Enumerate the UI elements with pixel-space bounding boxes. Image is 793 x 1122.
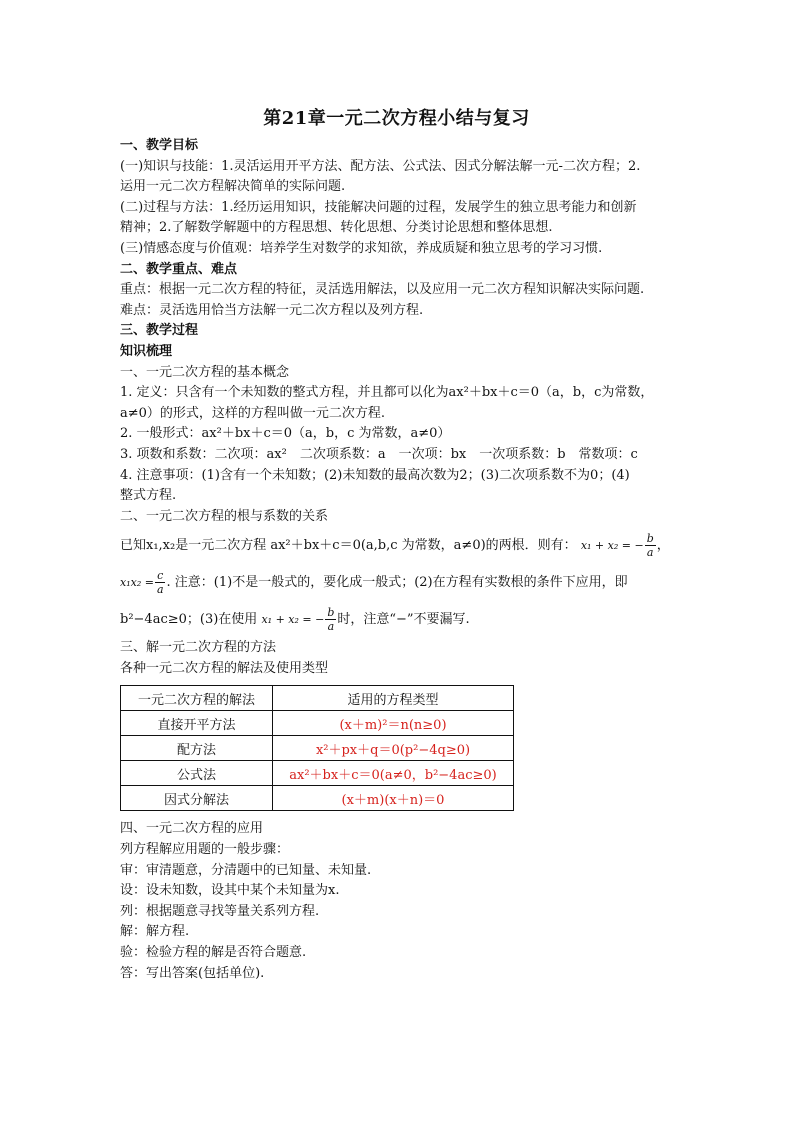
topic-heading-methods: 三、解一元二次方程的方法 — [120, 640, 277, 656]
goal-line: (一)知识与技能：1.灵活运用开平方法、配方法、公式法、因式分解法解一元-二次方程；2. — [120, 158, 641, 174]
fraction-b-over-a: $\frac{b}{a}$ — [646, 532, 654, 560]
goal-line: 精神；2.了解数学解题中的方程思想、转化思想、分类讨论思想和整体思想. — [120, 220, 553, 236]
equation-type-cell: (x＋m)(x＋n)＝0 — [273, 786, 514, 811]
goal-line: 运用一元二次方程解决简单的实际问题. — [120, 179, 346, 195]
sum-formula: x₁ + x₂ = − — [261, 613, 325, 627]
concept-line: 3. 项数和系数：二次项：ax² 二次项系数：a 一次项：bx 一次项系数：b 常数项：c — [120, 446, 638, 462]
fraction-b-over-a: $\frac{b}{a}$ — [327, 606, 335, 634]
vieta-note: . 注意：(1)不是一般式的，要化成一般式；(2)在方程有实数根的条件下应用，即 — [166, 575, 628, 591]
concept-line: 2. 一般形式：ax²＋bx＋c＝0（a，b，c 为常数，a≠0） — [120, 426, 451, 442]
step-line: 设：设未知数，设其中某个未知量为x. — [120, 883, 340, 899]
table-row — [121, 711, 514, 736]
section-heading-process: 三、教学过程 — [120, 323, 199, 339]
table-header-type: 适用的方程类型 — [273, 686, 514, 711]
vieta-line-2 — [120, 564, 680, 601]
section-heading-goals: 一、教学目标 — [120, 138, 199, 153]
product-formula: x₁x₂ = — [120, 576, 154, 590]
difficulty-line: 难点：灵活选用恰当方法解一元二次方程以及列方程. — [120, 302, 424, 318]
steps-subtitle: 列方程解应用题的一般步骤： — [120, 842, 290, 858]
sum-formula: x₁ + x₂ = − — [580, 539, 644, 553]
methods-table — [120, 685, 514, 811]
goal-line: (二)过程与方法：1.经历运用知识，技能解决问题的过程，发展学生的独立思考能力和创新 — [120, 199, 637, 215]
topic-heading-vieta: 二、一元二次方程的根与系数的关系 — [120, 508, 329, 524]
vieta-text: 已知x₁,x₂是一元二次方程 ax²＋bx＋c＝0(a,b,c 为常数，a≠0)的两根．则有： — [120, 538, 577, 554]
topic-heading-concepts: 一、一元二次方程的基本概念 — [120, 364, 290, 380]
step-line: 列：根据题意寻找等量关系列方程. — [120, 903, 320, 919]
method-cell: 公式法 — [121, 761, 273, 786]
methods-subtitle: 各种一元二次方程的解法及使用类型 — [120, 660, 329, 676]
method-cell: 因式分解法 — [121, 786, 273, 811]
vieta-line-1: 已知x₁,x₂是一元二次方程 ax²＋bx＋c＝0(a,b,c 为常数，a≠0)的两根．则有： x₁ + x₂ = − $\frac{b}{a}$ ， — [120, 532, 670, 560]
table-row — [121, 786, 514, 811]
step-line: 答：写出答案(包括单位). — [120, 965, 265, 981]
key-point-line: 重点：根据一元二次方程的特征，灵活选用解法，以及应用一元二次方程知识解决实际问题. — [120, 282, 645, 298]
step-line: 审：审清题意，分清题中的已知量、未知量. — [120, 862, 372, 878]
method-cell: 直接开平方法 — [121, 711, 273, 736]
equation-type-cell: (x＋m)²＝n(n≥0) — [273, 711, 514, 736]
page-title: 第21章一元二次方程小结与复习 — [263, 108, 530, 129]
step-line: 解：解方程. — [120, 924, 190, 940]
fraction-c-over-a: $\frac{c}{a}$ — [156, 569, 164, 597]
topic-heading-applications: 四、一元二次方程的应用 — [120, 821, 264, 837]
concept-line: 整式方程. — [120, 488, 177, 504]
table-row — [121, 761, 514, 786]
table-header-row — [121, 686, 514, 711]
concept-line: 4. 注意事项：(1)含有一个未知数；(2)未知数的最高次数为2；(3)二次项系数不为0；(4) — [120, 467, 630, 483]
concept-line: 1. 定义：只含有一个未知数的整式方程，并且都可以化为ax²＋bx＋c＝0（a，b，c为常数， — [120, 385, 654, 401]
method-cell: 配方法 — [121, 736, 273, 761]
document-body — [120, 136, 680, 984]
table-header-method: 一元二次方程的解法 — [121, 686, 273, 711]
equation-type-cell: ax²＋bx＋c＝0(a≠0，b²−4ac≥0) — [273, 761, 514, 786]
section-heading-keys: 二、教学重点、难点 — [120, 261, 238, 277]
equation-type-cell: x²＋px＋q＝0(p²−4q≥0) — [273, 736, 514, 761]
step-line: 验：检验方程的解是否符合题意. — [120, 945, 307, 961]
vieta-line-3: b²−4ac≥0；(3)在使用 x₁ + x₂ = − $\frac{b}{a}$ 时，注意“−”不要漏写. — [120, 606, 470, 634]
subheading-knowledge: 知识梳理 — [120, 343, 173, 359]
table-row — [121, 736, 514, 761]
goal-line: (三)情感态度与价值观：培养学生对数学的求知欲，养成质疑和独立思考的学习习惯. — [120, 240, 603, 256]
concept-line: a≠0）的形式，这样的方程叫做一元二次方程. — [120, 405, 386, 421]
